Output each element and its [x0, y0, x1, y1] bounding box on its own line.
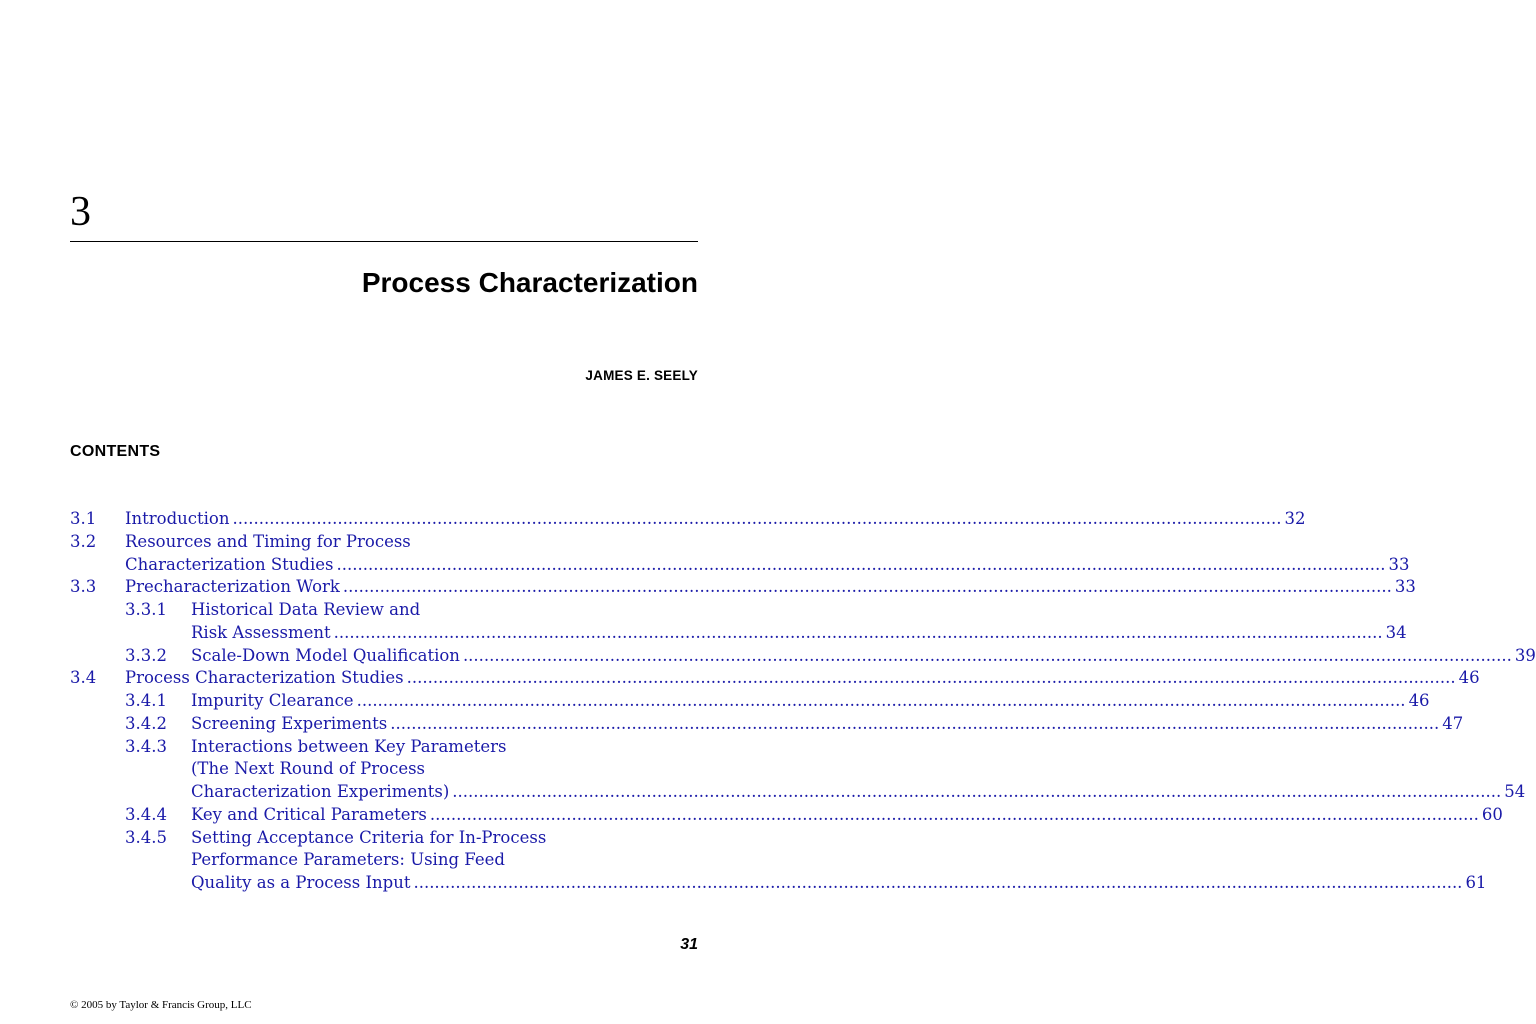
toc-page-number: 46: [1458, 668, 1480, 688]
toc-page-number: 60: [1481, 804, 1503, 824]
toc-entry[interactable]: [70, 781, 1526, 804]
toc-page-number: 33: [1388, 554, 1410, 574]
toc-page-number: 34: [1385, 622, 1407, 642]
toc-entry[interactable]: [70, 713, 1464, 736]
toc-entry[interactable]: [70, 645, 1536, 668]
toc-section-number: 3.4.4: [125, 804, 167, 824]
toc-entry[interactable]: [70, 849, 698, 872]
toc-entry[interactable]: [70, 758, 698, 781]
toc-entry[interactable]: [70, 508, 1306, 531]
toc-entry[interactable]: [70, 576, 1416, 599]
chapter-number: 3: [70, 189, 91, 235]
toc-dot-leader: ........................................................................................................................................................................................................: [232, 509, 1282, 528]
toc-entry[interactable]: [70, 531, 698, 554]
toc-dot-leader: ........................................................................................................................................................................................................: [429, 804, 1479, 824]
toc-entry[interactable]: [70, 872, 1487, 895]
toc-section-number: 3.4.1: [125, 691, 167, 710]
toc-section-number: 3.4.3: [125, 736, 167, 756]
toc-section-title: Risk Assessment: [191, 622, 331, 642]
toc-section-number: 3.3: [70, 577, 97, 597]
toc-page-number: 32: [1284, 509, 1306, 528]
toc-section-title: Screening Experiments: [191, 713, 388, 733]
toc-entry[interactable]: [70, 599, 698, 622]
toc-dot-leader: ........................................................................................................................................................................................................: [406, 668, 1456, 688]
toc-dot-leader: ........................................................................................................................................................................................................: [342, 577, 1392, 597]
toc-section-title: (The Next Round of Process: [191, 759, 426, 779]
copyright-notice: © 2005 by Taylor & Francis Group, LLC: [70, 999, 252, 1011]
toc-page-number: 46: [1408, 691, 1430, 710]
toc-section-title: Impurity Clearance: [191, 691, 354, 710]
toc-section-title: Historical Data Review and: [191, 600, 421, 619]
toc-page-number: 39: [1514, 645, 1536, 665]
toc-dot-leader: ........................................................................................................................................................................................................: [413, 873, 1463, 892]
toc-page-number: 33: [1394, 577, 1416, 597]
chapter-rule: [70, 241, 698, 242]
toc-section-number: 3.4: [70, 668, 97, 688]
page-number: 31: [680, 936, 698, 953]
toc-page-number: 61: [1465, 873, 1487, 892]
toc-section-title: Process Characterization Studies: [125, 668, 404, 688]
table-of-contents: [70, 508, 1536, 895]
toc-section-title: Scale-Down Model Qualification: [191, 645, 460, 665]
chapter-author: JAMES E. SEELY: [585, 368, 698, 383]
toc-section-title: Performance Parameters: Using Feed: [191, 850, 505, 870]
toc-entry[interactable]: [70, 736, 698, 759]
toc-section-number: 3.4.5: [125, 827, 167, 847]
toc-dot-leader: ........................................................................................................................................................................................................: [336, 554, 1386, 574]
toc-page-number: 47: [1442, 713, 1464, 733]
toc-section-title: Introduction: [125, 509, 230, 528]
toc-section-number: 3.1: [70, 509, 97, 528]
toc-dot-leader: ........................................................................................................................................................................................................: [390, 713, 1440, 733]
toc-section-title: Resources and Timing for Process: [125, 531, 411, 551]
toc-entry[interactable]: [70, 554, 1410, 577]
toc-section-title: Setting Acceptance Criteria for In-Process: [191, 827, 547, 847]
toc-entry[interactable]: [70, 827, 698, 850]
contents-heading: CONTENTS: [70, 443, 161, 460]
toc-section-number: 3.2: [70, 531, 97, 551]
toc-page-number: 54: [1504, 782, 1526, 801]
toc-section-title: Precharacterization Work: [125, 577, 340, 597]
toc-dot-leader: ........................................................................................................................................................................................................: [356, 691, 1406, 710]
toc-entry[interactable]: [70, 804, 1503, 827]
toc-section-title: Characterization Experiments): [191, 782, 450, 801]
toc-section-number: 3.3.2: [125, 645, 167, 665]
toc-section-number: 3.4.2: [125, 713, 167, 733]
toc-section-title: Characterization Studies: [125, 554, 334, 574]
toc-entry[interactable]: [70, 622, 1407, 645]
toc-section-title: Interactions between Key Parameters: [191, 736, 507, 756]
toc-entry[interactable]: [70, 667, 1480, 690]
toc-entry[interactable]: [70, 690, 1430, 713]
toc-section-number: 3.3.1: [125, 600, 167, 619]
toc-dot-leader: ........................................................................................................................................................................................................: [333, 622, 1383, 642]
toc-section-title: Key and Critical Parameters: [191, 804, 427, 824]
toc-dot-leader: ........................................................................................................................................................................................................: [452, 782, 1502, 801]
chapter-title: Process Characterization: [361, 267, 698, 298]
toc-dot-leader: ........................................................................................................................................................................................................: [462, 645, 1512, 665]
toc-section-title: Quality as a Process Input: [191, 873, 411, 892]
